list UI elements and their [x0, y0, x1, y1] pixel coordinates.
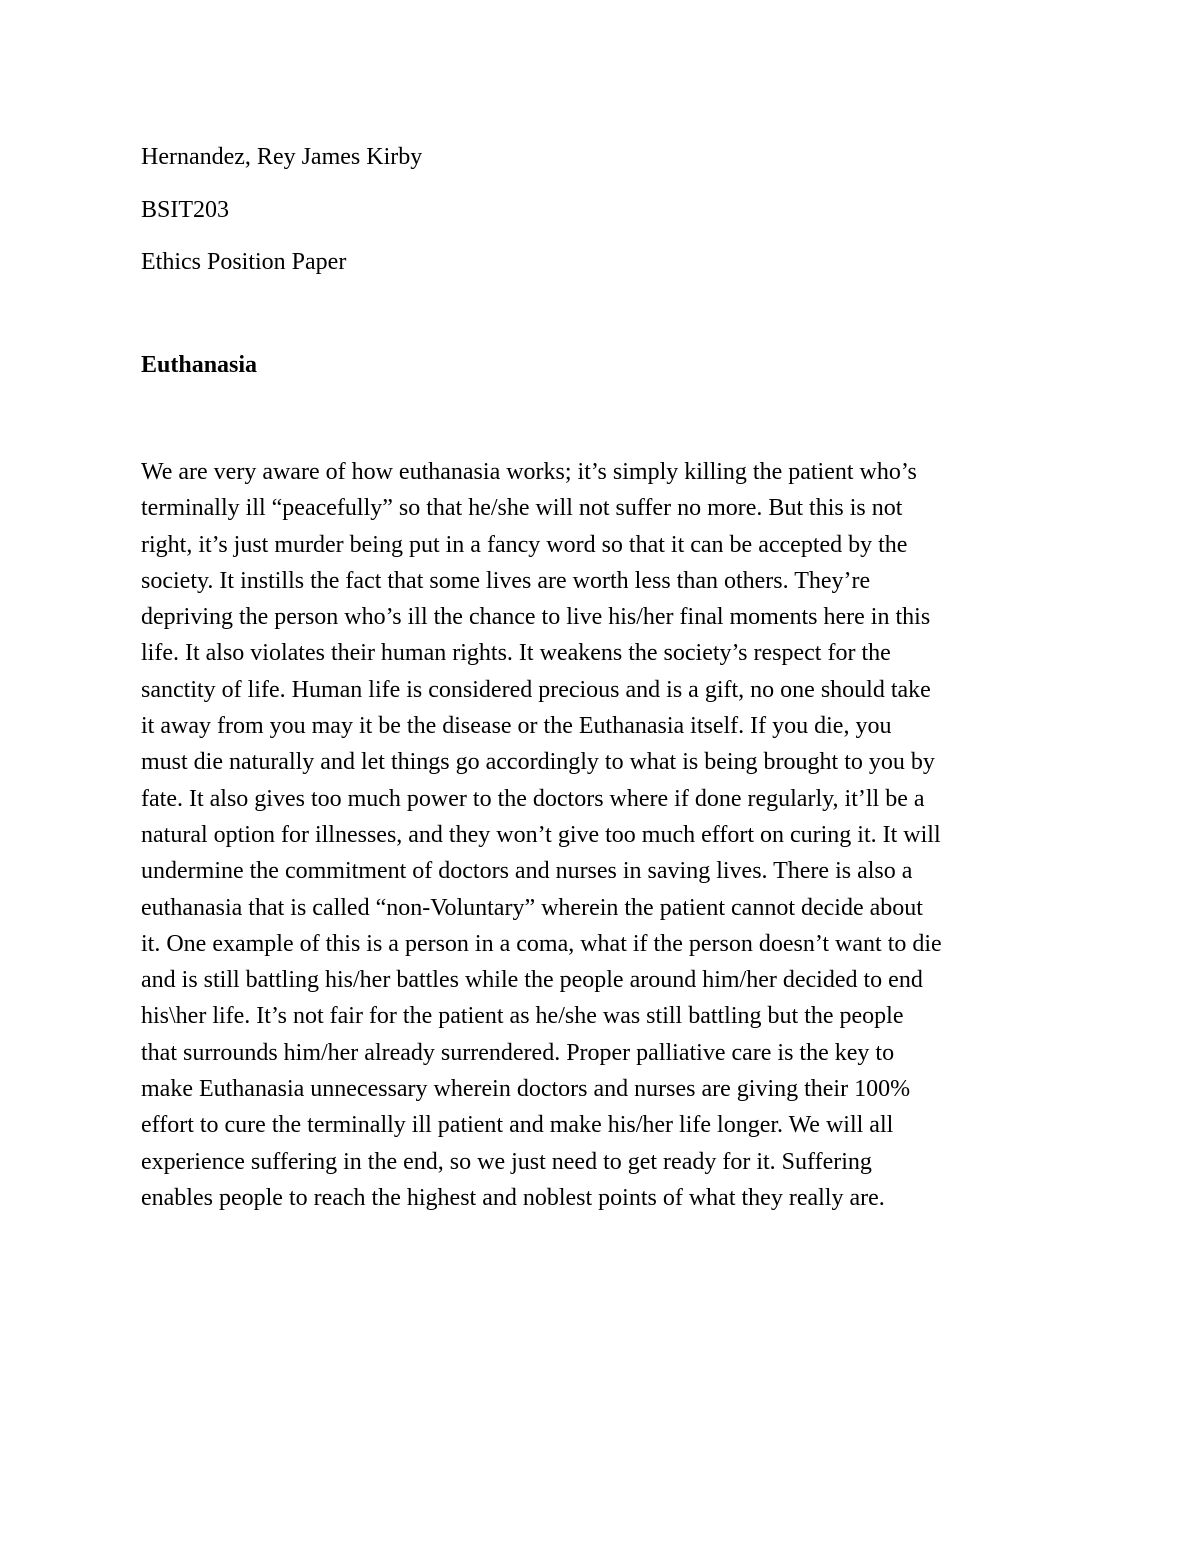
body-line: undermine the commitment of doctors and nurses in saving lives. There is also a: [141, 858, 913, 885]
paper-title: Euthanasia: [141, 352, 258, 378]
body-line: sanctity of life. Human life is considered precious and is a gift, no one should take: [141, 676, 931, 703]
body-line: fate. It also gives too much power to the doctors where if done regularly, it’ll be a: [141, 785, 925, 812]
body-line: terminally ill “peacefully” so that he/she will not suffer no more. But this is not: [141, 495, 903, 522]
body-line: experience suffering in the end, so we just need to get ready for it. Suffering: [141, 1148, 872, 1175]
body-line: and is still battling his/her battles while the people around him/her decided to end: [141, 967, 923, 994]
body-line: natural option for illnesses, and they won’t give too much effort on curing it. It will: [141, 821, 941, 848]
course-code: BSIT203: [141, 197, 230, 223]
body-line: must die naturally and let things go accordingly to what is being brought to you by: [141, 749, 935, 776]
body-line: that surrounds him/her already surrendered. Proper palliative care is the key to: [141, 1039, 895, 1066]
document-type: Ethics Position Paper: [141, 249, 347, 275]
author-name: Hernandez, Rey James Kirby: [141, 144, 423, 170]
body-line: society. It instills the fact that some lives are worth less than others. They’re: [141, 567, 871, 594]
body-line: enables people to reach the highest and noblest points of what they really are.: [141, 1184, 885, 1211]
body-line: euthanasia that is called “non-Voluntary” wherein the patient cannot decide about: [141, 894, 923, 921]
body-line: right, it’s just murder being put in a fancy word so that it can be accepted by the: [141, 531, 908, 558]
body-paragraph: [141, 454, 1081, 1216]
body-line: We are very aware of how euthanasia works; it’s simply killing the patient who’s: [141, 459, 917, 485]
body-line: his\her life. It’s not fair for the patient as he/she was still battling but the people: [141, 1003, 904, 1030]
body-line: depriving the person who’s ill the chance to live his/her final moments here in this: [141, 604, 931, 631]
body-line: effort to cure the terminally ill patient and make his/her life longer. We will all: [141, 1112, 894, 1139]
body-line: it. One example of this is a person in a coma, what if the person doesn’t want to die: [141, 930, 942, 957]
body-line: make Euthanasia unnecessary wherein doctors and nurses are giving their 100%: [141, 1076, 911, 1103]
body-line: it away from you may it be the disease or the Euthanasia itself. If you die, you: [141, 713, 892, 740]
body-line: life. It also violates their human rights. It weakens the society’s respect for the: [141, 640, 891, 667]
